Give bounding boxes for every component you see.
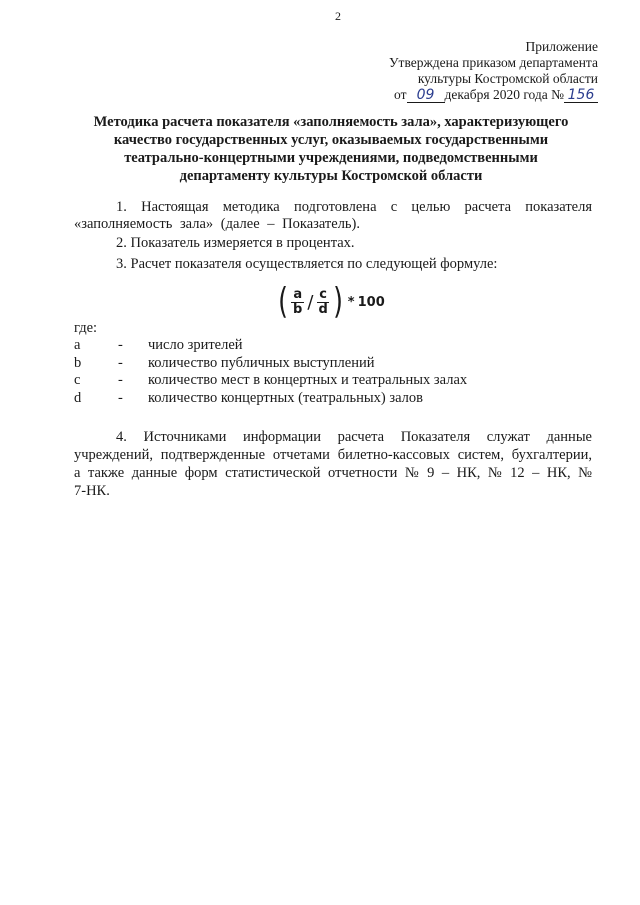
handwritten-day: 09 xyxy=(407,88,445,103)
definition-dash: - xyxy=(118,337,123,353)
definition-text: количество мест в концертных и театральных залах xyxy=(148,372,468,388)
approval-block xyxy=(389,39,598,103)
denominator-d: d xyxy=(318,301,328,317)
document-title xyxy=(70,113,592,185)
paragraph-2: 2. Показатель измеряется в процентах. xyxy=(116,235,355,251)
appendix-label: Приложение xyxy=(525,39,598,54)
definition-text: количество публичных выступлений xyxy=(148,354,375,371)
definition-variable: a xyxy=(74,337,81,353)
definitions-list xyxy=(74,337,594,407)
where-label: где: xyxy=(74,320,98,336)
handwritten-order-number: 156 xyxy=(564,88,598,103)
title-line-1: Методика расчета показателя «заполняемость зала», характеризующего xyxy=(93,114,569,130)
definition-row xyxy=(74,337,594,355)
definition-row xyxy=(74,355,594,373)
numerator-c: c xyxy=(319,286,327,302)
denominator-b: b xyxy=(293,301,303,317)
definition-dash: - xyxy=(118,354,123,371)
order-date-line xyxy=(389,87,598,103)
left-paren: ( xyxy=(278,281,288,322)
title-line-2: качество государственных услуг, оказываемых государственными xyxy=(113,132,549,148)
right-paren: ) xyxy=(332,281,343,322)
definition-dash: - xyxy=(118,389,123,406)
page-number: 2 xyxy=(335,9,341,23)
multiplier: 100 xyxy=(357,294,385,310)
multiply-sign: * xyxy=(347,294,355,310)
division-slash: / xyxy=(307,291,314,313)
definition-row xyxy=(74,372,594,390)
approval-line: Утверждена приказом департамента xyxy=(388,55,598,70)
paragraph-4: 4. Источниками информации расчета Показателя служат данные учреждений, подтвержденные отчетами билетно-кассовых систем, бухгалтерии, а также данные форм статистической отчетности № 9 – НК, № 12 – НК, № 7-НК. xyxy=(74,429,592,499)
definition-variable: c xyxy=(74,372,81,388)
definition-dash: - xyxy=(118,372,123,388)
definition-variable: b xyxy=(74,354,82,371)
title-line-3: театрально-концертными учреждениями, подведомственными xyxy=(124,150,538,166)
formula xyxy=(276,282,385,322)
definition-text: количество концертных (театральных) залов xyxy=(148,389,423,406)
title-line-4: департаменту культуры Костромской области xyxy=(179,168,483,184)
fraction-c-d xyxy=(316,288,329,317)
date-middle: декабря 2020 года № xyxy=(444,87,564,102)
definition-row xyxy=(74,390,594,408)
definition-variable: d xyxy=(74,389,82,406)
department-line: культуры Костромской области xyxy=(417,71,598,86)
date-prefix: от xyxy=(394,87,407,102)
fraction-a-b xyxy=(291,288,304,317)
paragraph-1: 1. Настоящая методика подготовлена с целью расчета показателя «заполняемость зала» (далее – Показатель). xyxy=(74,199,592,232)
numerator-a: a xyxy=(293,286,303,302)
definition-text: число зрителей xyxy=(148,337,243,353)
paragraph-3: 3. Расчет показателя осуществляется по следующей формуле: xyxy=(116,256,498,272)
